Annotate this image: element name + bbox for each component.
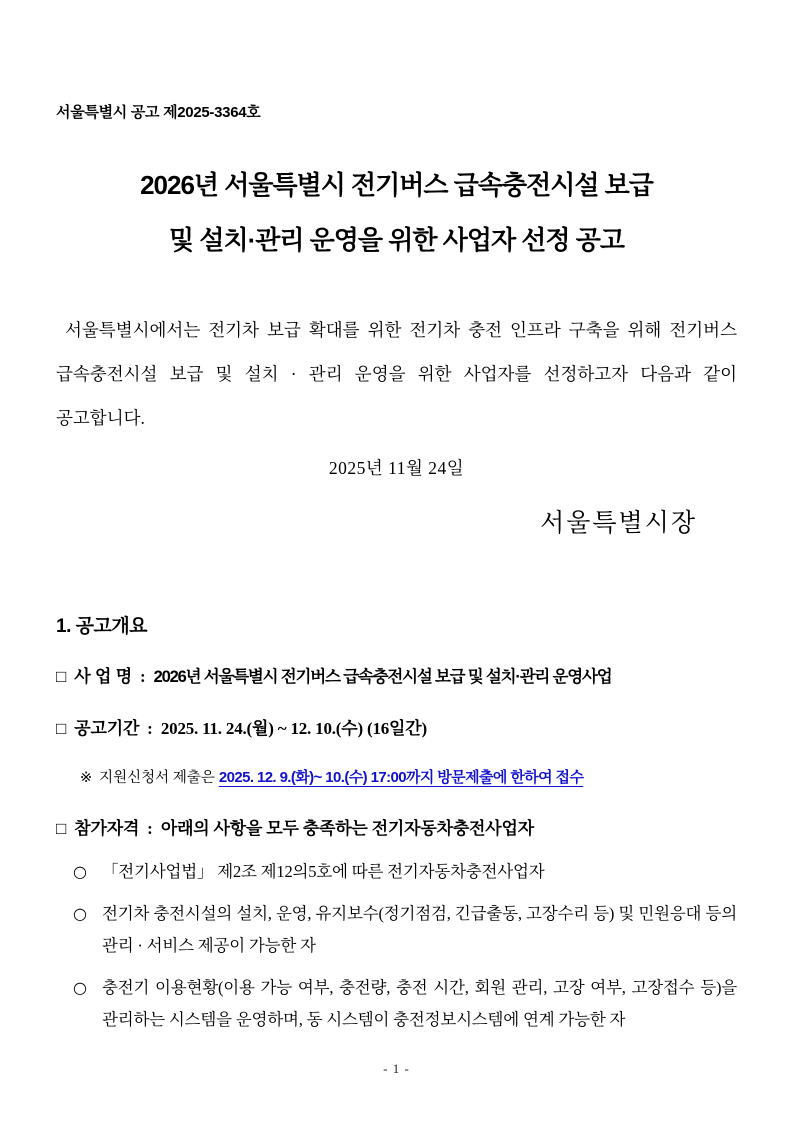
eligibility-list-item-text: 충전기 이용현황(이용 가능 여부, 충전량, 충전 시간, 회원 관리, 고장 여부, 고장접수 등)을 관리하는 시스템을 운영하며, 동 시스템이 충전정보시스템에 연계 가능한 자 [102,978,737,1029]
eligibility-list-item-text: 전기차 충전시설의 설치, 운영, 유지보수(정기점검, 긴급출동, 고장수리 등) 및 민원응대 등의 관리 · 서비스 제공이 가능한 자 [102,904,737,955]
notice-period-label: 공고기간 [74,719,140,738]
submission-note-emphasis: 2025. 12. 9.(화)~ 10.(수) 17:00까지 방문제출에 한하여 접수 [218,769,584,786]
page-number: - 1 - [383,1061,410,1076]
document-title-line-2: 및 설치·관리 운영을 위한 사업자 선정 공고 [169,225,624,255]
eligibility-value: 아래의 사항을 모두 충족하는 전기자동차충전사업자 [160,819,534,838]
submission-note [56,766,737,790]
reference-mark-icon: ※ [80,770,93,786]
eligibility-label: 참가자격 [74,819,140,838]
colon-separator: : [140,667,146,686]
notice-period-value: 2025. 11. 24.(월) ~ 12. 10.(수) (16일간) [160,719,427,738]
square-bullet-icon: □ [56,819,67,838]
announcement-date: 2025년 11월 24일 [328,458,465,478]
notice-period-item [56,716,737,742]
document-title-line-1: 2026년 서울특별시 전기버스 급속충전시설 보급 [140,170,653,200]
circle-bullet-icon: ○ [73,904,87,923]
business-name-item [56,664,737,690]
square-bullet-icon: □ [56,719,67,738]
signer-name: 서울특별시장 [540,510,697,537]
business-name-label: 사 업 명 [74,667,132,686]
intro-paragraph: 서울특별시에서는 전기차 보급 확대를 위한 전기차 충전 인프라 구축을 위해 전기버스 급속충전시설 보급 및 설치 · 관리 운영을 위한 사업자를 선정하고자 다음과 같이 공고합니다. [56,320,737,428]
submission-note-prefix: 지원신청서 제출은 [99,770,215,786]
eligibility-list-item-text: 「전기사업법」 제2조 제12의5호에 따른 전기자동차충전사업자 [102,862,545,881]
eligibility-list-item [56,856,737,888]
document-number: 서울특별시 공고 제2025-3364호 [56,104,261,121]
eligibility-list-item [56,972,737,1036]
colon-separator: : [147,719,153,738]
circle-bullet-icon: ○ [73,862,87,881]
circle-bullet-icon: ○ [73,978,87,997]
colon-separator: : [147,819,153,838]
eligibility-list-item [56,898,737,962]
eligibility-item [56,816,737,842]
square-bullet-icon: □ [56,667,67,686]
eligibility-list [56,856,737,1036]
section-1-heading: 1. 공고개요 [56,616,148,637]
business-name-value: 2026년 서울특별시 전기버스 급속충전시설 보급 및 설치·관리 운영사업 [153,668,612,686]
document-title [56,158,737,268]
